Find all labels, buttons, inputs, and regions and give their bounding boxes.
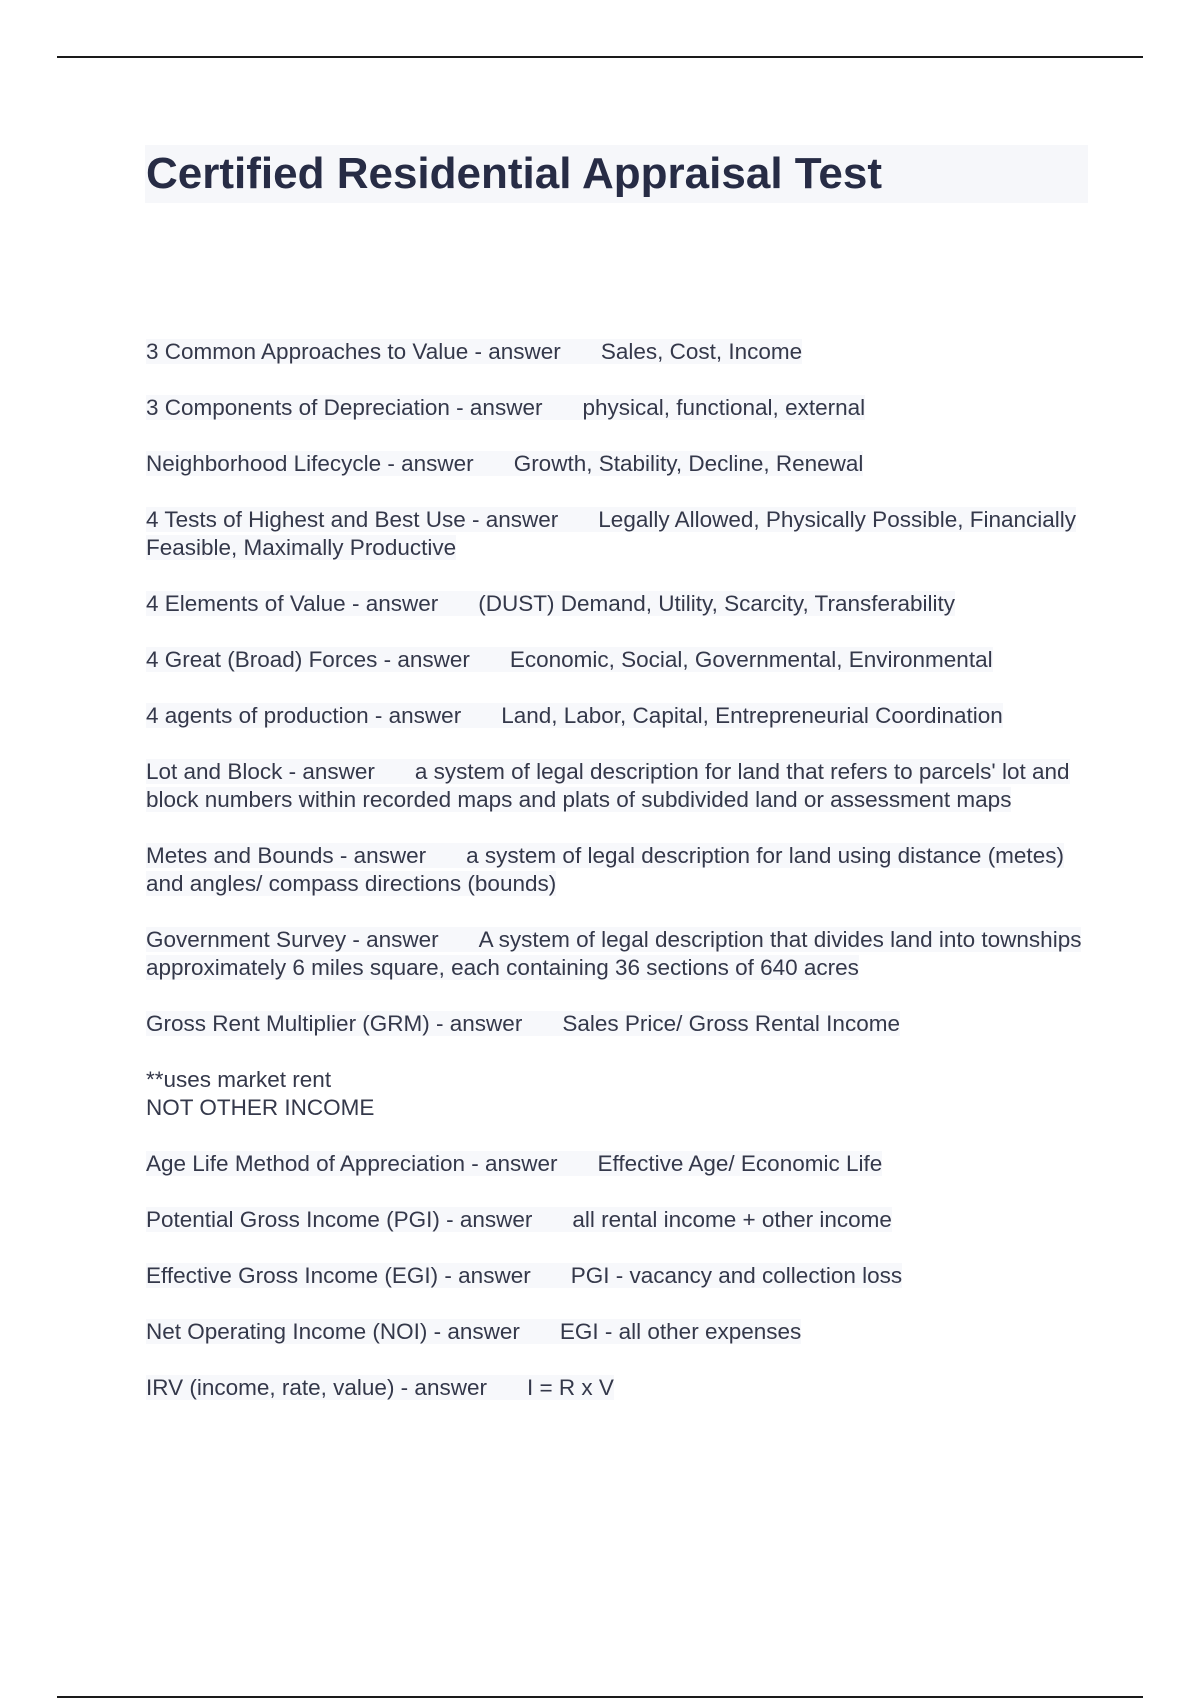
flashcard-definition: A system of legal description that divides land into townships approximately 6 miles square, each containing 36 sections of 640 acres [146, 927, 1082, 980]
flashcard-item [146, 1262, 1096, 1290]
flashcard-definition: a system of legal description for land using distance (metes) and angles/ compass directions (bounds) [146, 843, 1064, 896]
flashcard-item [146, 394, 1096, 422]
flashcard-item [146, 1374, 1096, 1402]
flashcard-item [146, 926, 1096, 982]
flashcard-item [146, 646, 1096, 674]
flashcard-term: Metes and Bounds - answer [146, 843, 427, 868]
flashcard-item [146, 702, 1096, 730]
flashcard-definition: a system of legal description for land that refers to parcels' lot and block numbers within recorded maps and plats of subdivided land or assessment maps [146, 759, 1070, 812]
flashcard-term: Net Operating Income (NOI) - answer [146, 1319, 520, 1344]
flashcard-term: 4 Great (Broad) Forces - answer [146, 647, 470, 672]
flashcard-term: 4 Tests of Highest and Best Use - answer [146, 507, 559, 532]
flashcard-term: Effective Gross Income (EGI) - answer [146, 1263, 531, 1288]
flashcard-term: Potential Gross Income (PGI) - answer [146, 1207, 533, 1232]
flashcard-term: 3 Common Approaches to Value - answer [146, 339, 561, 364]
flashcard-definition: PGI - vacancy and collection loss [570, 1263, 903, 1288]
footer-rule [57, 1696, 1143, 1698]
flashcard-term: 3 Components of Depreciation - answer [146, 395, 543, 420]
flashcard-definition: Sales Price/ Gross Rental Income [562, 1011, 900, 1036]
flashcard-term: Government Survey - answer [146, 927, 439, 952]
flashcard-term: Age Life Method of Appreciation - answer [146, 1151, 558, 1176]
note-line: NOT OTHER INCOME [146, 1095, 375, 1120]
flashcard-definition: Economic, Social, Governmental, Environmental [509, 647, 993, 672]
flashcard-term: 4 agents of production - answer [146, 703, 462, 728]
flashcard-term: 4 Elements of Value - answer [146, 591, 439, 616]
flashcard-term: IRV (income, rate, value) - answer [146, 1375, 487, 1400]
flashcard-list [146, 338, 1096, 1430]
header-rule [57, 56, 1143, 58]
flashcard-item [146, 590, 1096, 618]
flashcard-term: Gross Rent Multiplier (GRM) - answer [146, 1011, 523, 1036]
flashcard-item [146, 842, 1096, 898]
flashcard-definition: I = R x V [526, 1375, 614, 1400]
flashcard-item [146, 1010, 1096, 1038]
flashcard-definition: Effective Age/ Economic Life [597, 1151, 883, 1176]
flashcard-item [146, 450, 1096, 478]
flashcard-definition: Land, Labor, Capital, Entrepreneurial Coordination [501, 703, 1003, 728]
flashcard-definition: Sales, Cost, Income [600, 339, 803, 364]
flashcard-item [146, 1150, 1096, 1178]
flashcard-item [146, 506, 1096, 562]
flashcard-definition: physical, functional, external [582, 395, 866, 420]
flashcard-term: Lot and Block - answer [146, 759, 375, 784]
flashcard-note [146, 1066, 1096, 1122]
flashcard-definition: EGI - all other expenses [559, 1319, 802, 1344]
flashcard-item [146, 758, 1096, 814]
flashcard-definition: (DUST) Demand, Utility, Scarcity, Transferability [478, 591, 955, 616]
note-line: **uses market rent [146, 1067, 332, 1092]
flashcard-definition: Legally Allowed, Physically Possible, Financially Feasible, Maximally Productive [146, 507, 1077, 560]
flashcard-item [146, 1206, 1096, 1234]
page-title: Certified Residential Appraisal Test [146, 149, 882, 198]
flashcard-item [146, 338, 1096, 366]
flashcard-definition: all rental income + other income [572, 1207, 892, 1232]
flashcard-term: Neighborhood Lifecycle - answer [146, 451, 474, 476]
flashcard-item [146, 1318, 1096, 1346]
flashcard-definition: Growth, Stability, Decline, Renewal [513, 451, 864, 476]
